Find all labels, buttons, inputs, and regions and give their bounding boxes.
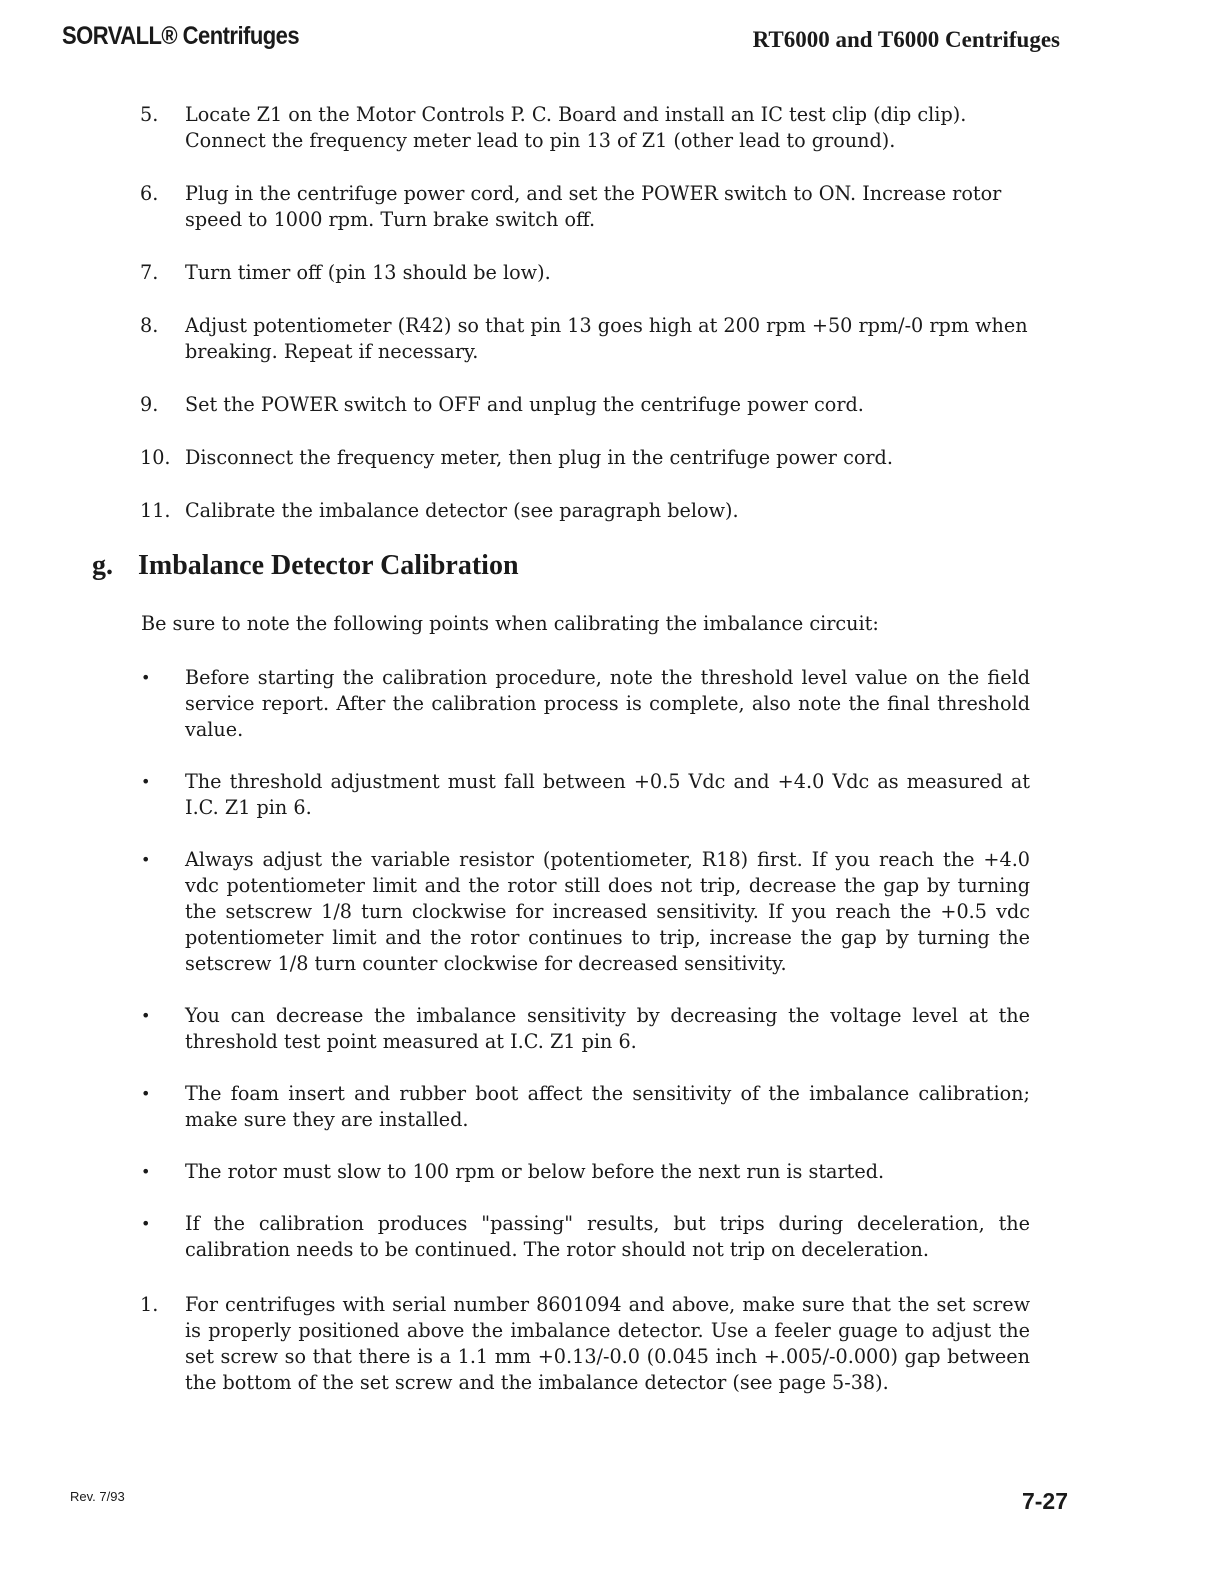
- page-number: 7-27: [1021, 1488, 1068, 1514]
- step-text: Set the POWER switch to OFF and unplug the centrifuge power cord.: [185, 393, 864, 416]
- bullet-icon: •: [141, 1214, 151, 1233]
- step-10: [0, 445, 1224, 471]
- running-header-left: SORVALL® Centrifuges: [62, 22, 300, 50]
- step-number: 10.: [140, 446, 171, 469]
- step-11: [0, 498, 1224, 524]
- step-7: [0, 260, 1224, 286]
- section-title: Imbalance Detector Calibration: [138, 550, 519, 581]
- section-intro: Be sure to note the following points when calibrating the imbalance circuit:: [141, 612, 879, 635]
- step-8: [0, 313, 1224, 365]
- list-item: [0, 1081, 1224, 1133]
- list-item: [0, 1159, 1224, 1185]
- step-number: 9.: [140, 393, 159, 416]
- bullet-icon: •: [141, 668, 151, 687]
- bullet-icon: •: [141, 850, 151, 869]
- procedure-steps-continued: [0, 102, 1224, 551]
- step-6: [0, 181, 1224, 233]
- list-item-text: The threshold adjustment must fall between +0.5 Vdc and +4.0 Vdc as measured at I.C. Z1 pin 6.: [185, 770, 1030, 819]
- bullet-icon: •: [141, 772, 151, 791]
- bullet-icon: •: [141, 1162, 151, 1181]
- step-number: 8.: [140, 314, 159, 337]
- step-number: 7.: [140, 261, 159, 284]
- bullet-icon: •: [141, 1084, 151, 1103]
- list-item-text: Before starting the calibration procedure, note the threshold level value on the field service report. After the calibration process is complete, also note the final threshold value.: [185, 666, 1030, 741]
- calibration-notes-list: [0, 665, 1224, 1289]
- list-item-text: You can decrease the imbalance sensitivity by decreasing the voltage level at the threshold test point measured at I.C. Z1 pin 6.: [185, 1004, 1030, 1053]
- list-item-text: The rotor must slow to 100 rpm or below before the next run is started.: [185, 1160, 885, 1183]
- step-5: [0, 102, 1224, 154]
- step-text: For centrifuges with serial number 8601094 and above, make sure that the set screw is properly positioned above the imbalance detector. Use a feeler guage to adjust the set screw so that there is a 1.1 mm +0.13/-0.0 (0.045 inch +.005/-0.000) gap between the bottom of the set screw and the imbalance detector (see page 5-38).: [185, 1293, 1030, 1394]
- list-item: [0, 847, 1224, 977]
- list-item: [0, 665, 1224, 743]
- section-heading: [92, 550, 519, 582]
- list-item: [0, 1003, 1224, 1055]
- step-text: Plug in the centrifuge power cord, and set the POWER switch to ON. Increase rotor speed to 1000 rpm. Turn brake switch off.: [185, 182, 1002, 231]
- list-item: [0, 769, 1224, 821]
- step-text: Calibrate the imbalance detector (see paragraph below).: [185, 499, 739, 522]
- list-item: [0, 1211, 1224, 1263]
- section-letter: g.: [92, 550, 113, 581]
- step-text: Disconnect the frequency meter, then plug in the centrifuge power cord.: [185, 446, 893, 469]
- step-1: [0, 1292, 1224, 1396]
- step-number: 5.: [140, 103, 159, 126]
- step-text: Locate Z1 on the Motor Controls P. C. Board and install an IC test clip (dip clip). Connect the frequency meter lead to pin 13 of Z1 (other lead to ground).: [185, 103, 967, 152]
- bullet-icon: •: [141, 1006, 151, 1025]
- step-text: Adjust potentiometer (R42) so that pin 13 goes high at 200 rpm +50 rpm/-0 rpm when breaking. Repeat if necessary.: [185, 314, 1028, 363]
- step-number: 11.: [140, 499, 171, 522]
- running-header-right: RT6000 and T6000 Centrifuges: [752, 27, 1060, 52]
- step-text: Turn timer off (pin 13 should be low).: [185, 261, 551, 284]
- step-9: [0, 392, 1224, 418]
- calibration-steps: [0, 1292, 1224, 1423]
- step-number: 1.: [140, 1293, 159, 1316]
- step-number: 6.: [140, 182, 159, 205]
- list-item-text: Always adjust the variable resistor (potentiometer, R18) first. If you reach the +4.0 vdc potentiometer limit and the rotor still does not trip, decrease the gap by turning the setscrew 1/8 turn clockwise for increased sensitivity. If you reach the +0.5 vdc potentiometer limit and the rotor continues to trip, increase the gap by turning the setscrew 1/8 turn counter clockwise for decreased sensitivity.: [185, 848, 1030, 975]
- list-item-text: If the calibration produces "passing" results, but trips during deceleration, the calibration needs to be continued. The rotor should not trip on deceleration.: [185, 1212, 1030, 1261]
- revision-label: Rev. 7/93: [70, 1489, 125, 1504]
- list-item-text: The foam insert and rubber boot affect the sensitivity of the imbalance calibration; make sure they are installed.: [185, 1082, 1030, 1131]
